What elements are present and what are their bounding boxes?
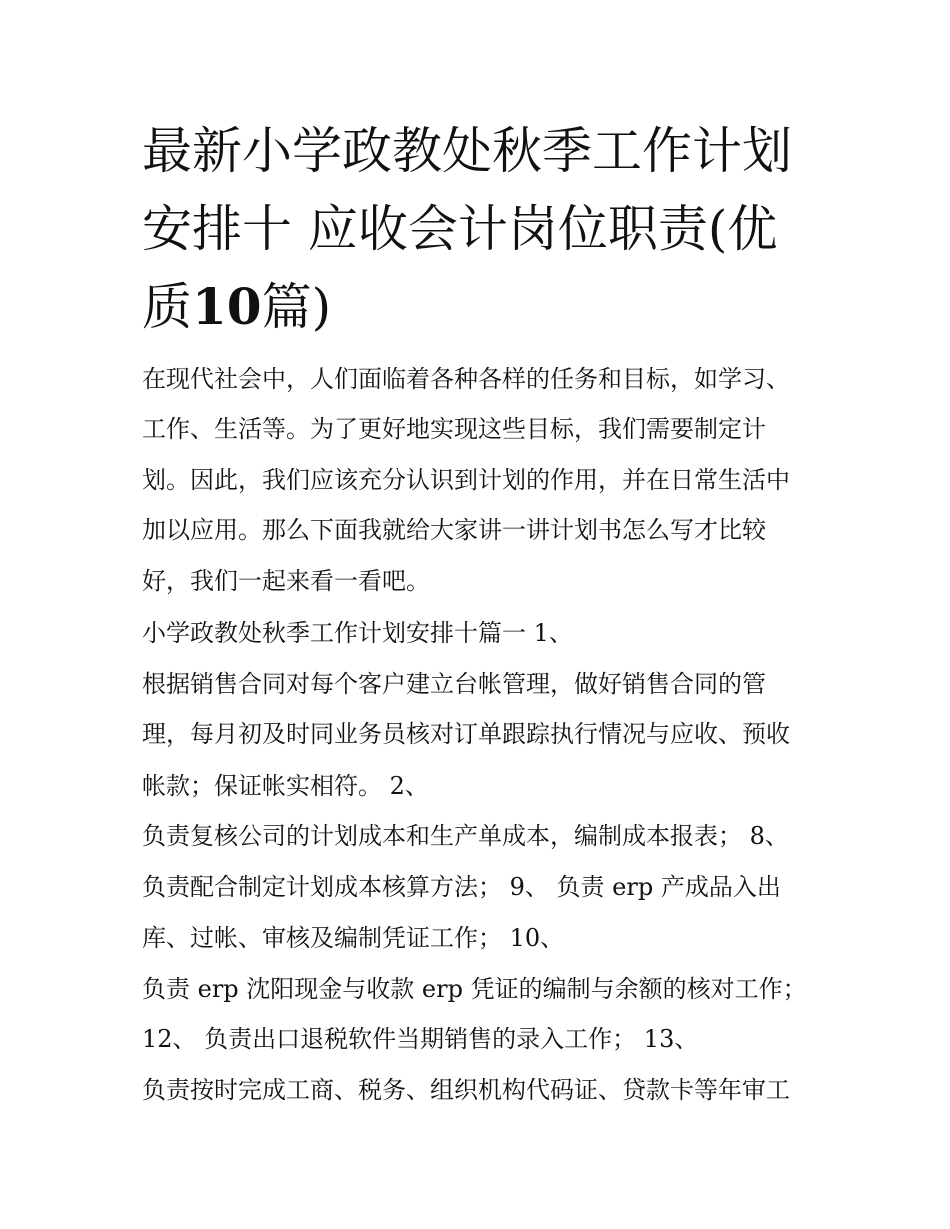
- body-line: 划。因此，我们应该充分认识到计划的作用，并在日常生活中: [142, 466, 790, 494]
- body-line: 负责 erp 沈阳现金与收款 erp 凭证的编制与余额的核对工作；: [142, 975, 807, 1003]
- body-line: 根据销售合同对每个客户建立台帐管理，做好销售合同的管: [142, 670, 766, 698]
- title-suffix: 篇): [261, 278, 332, 336]
- title-number: 10: [192, 277, 262, 336]
- body-line: 负责配合制定计划成本核算方法； 9、 负责 erp 产成品入出: [142, 873, 781, 901]
- body-line: 负责按时完成工商、税务、组织机构代码证、贷款卡等年审工: [142, 1076, 790, 1104]
- body-line: 理，每月初及时同业务员核对订单跟踪执行情况与应收、预收: [142, 720, 790, 748]
- body-line: 帐款；保证帐实相符。 2、: [142, 772, 429, 800]
- title-text: 最新小学政教处秋季工作计划安排十 应收会计岗位职责(优质: [142, 122, 792, 336]
- body-line: 工作、生活等。为了更好地实现这些目标，我们需要制定计: [142, 415, 766, 443]
- body-line: 在现代社会中，人们面临着各种各样的任务和目标，如学习、: [142, 365, 790, 393]
- body-line: 好，我们一起来看一看吧。: [142, 567, 430, 595]
- body-line: 负责复核公司的计划成本和生产单成本，编制成本报表； 8、: [142, 822, 789, 850]
- section-heading: 小学政教处秋季工作计划安排十篇一 1、: [142, 619, 573, 647]
- body-line: 12、 负责出口退税软件当期销售的录入工作； 13、: [142, 1025, 699, 1053]
- body-line: 库、过帐、审核及编制凭证工作； 10、: [142, 924, 565, 952]
- body-line: 加以应用。那么下面我就给大家讲一讲计划书怎么写才比较: [142, 516, 766, 544]
- document-title: [142, 112, 822, 346]
